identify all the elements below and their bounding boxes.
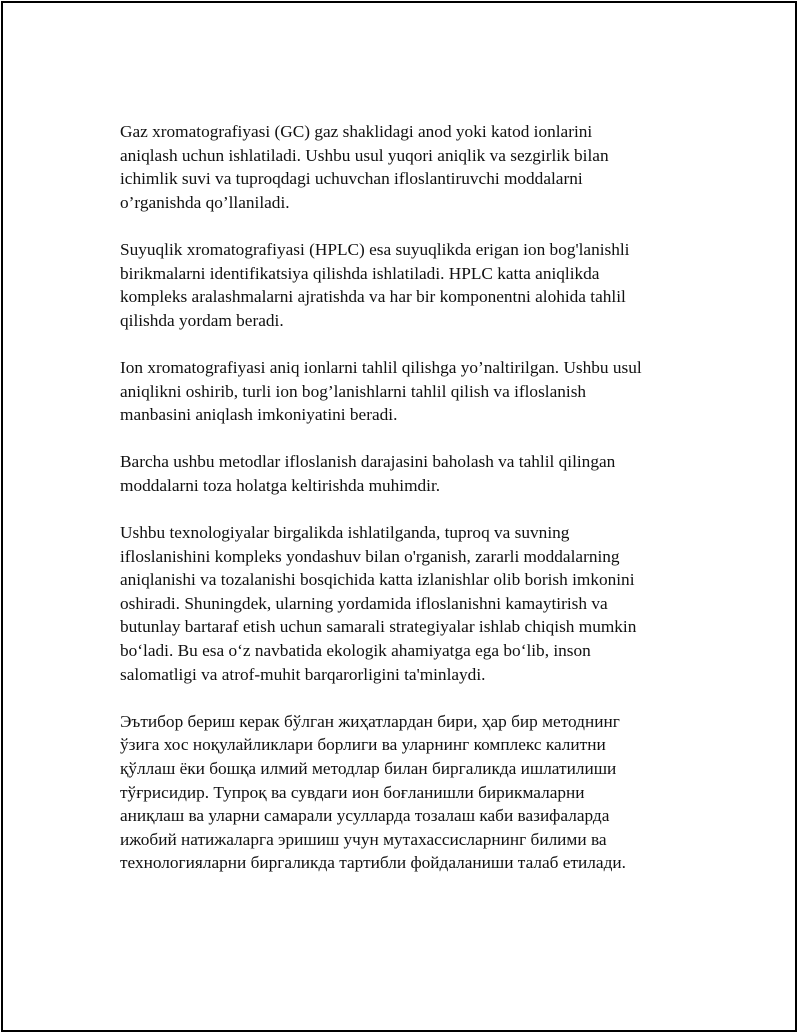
text-line: тўғрисидир. Тупроқ ва сувдаги ион боғланишли бирикмаларни	[120, 782, 585, 802]
text-line: аниқлаш ва уларни самарали усулларда тозалаш каби вазифаларда	[120, 806, 610, 826]
text-line: Ion xromatografiyasi aniq ionlarni tahlil qilishga yo’naltirilgan. Ushbu usul	[120, 357, 642, 377]
text-line: Ushbu texnologiyalar birgalikda ishlatilganda, tuproq va suvning	[120, 523, 570, 543]
paragraph-gas-chromatography	[120, 120, 700, 214]
text-line: aniqlash uchun ishlatiladi. Ushbu usul yuqori aniqlik va sezgirlik bilan	[120, 145, 609, 165]
paragraph-methods-summary	[120, 450, 700, 497]
paragraph-combined-technologies	[120, 521, 700, 686]
text-line: bo‘ladi. Bu esa o‘z navbatida ekologik ahamiyatga ega bo‘lib, inson	[120, 641, 591, 661]
text-line: kompleks aralashmalarni ajratishda va har bir komponentni alohida tahlil	[120, 287, 626, 307]
paragraph-liquid-chromatography	[120, 238, 700, 332]
text-line: Gaz xromatografiyasi (GC) gaz shaklidagi anod yoki katod ionlarini	[120, 122, 593, 141]
text-line: ўзига хос ноқулайликлари борлиги ва уларнинг комплекс калитни	[120, 735, 606, 755]
text-line: manbasini aniqlash imkoniyatini beradi.	[120, 405, 398, 425]
text-line: Эътибор бериш керак бўлган жиҳатлардан бири, ҳар бир методнинг	[120, 711, 620, 731]
text-line: қўллаш ёки бошқа илмий методлар билан биргаликда ишлатилиши	[120, 759, 617, 779]
paragraph-cyrillic-considerations	[120, 710, 700, 875]
text-line: ижобий натижаларга эришиш учун мутахассисларнинг билими ва	[120, 829, 607, 849]
document-page	[1, 1, 797, 1032]
text-line: ichimlik suvi va tuproqdagi uchuvchan ifloslantiruvchi moddalarni	[120, 169, 583, 189]
text-line: ifloslanishini kompleks yondashuv bilan o'rganish, zararli moddalarning	[120, 546, 620, 566]
text-line: salomatligi va atrof-muhit barqarorligini ta'minlaydi.	[120, 664, 486, 684]
text-line: Suyuqlik xromatografiyasi (HPLC) esa suyuqlikda erigan ion bog'lanishli	[120, 239, 630, 259]
text-line: oshiradi. Shuningdek, ularning yordamida ifloslanishni kamaytirish va	[120, 593, 608, 613]
text-line: o’rganishda qo’llaniladi.	[120, 192, 290, 212]
paragraph-ion-chromatography	[120, 356, 700, 427]
text-line: qilishda yordam beradi.	[120, 310, 284, 330]
text-line: aniqlanishi va tozalanishi bosqichida katta izlanishlar olib borish imkonini	[120, 570, 635, 590]
text-line: moddalarni toza holatga keltirishda muhimdir.	[120, 475, 441, 495]
text-line: butunlay bartaraf etish uchun samarali strategiyalar ishlab chiqish mumkin	[120, 617, 637, 637]
document-body	[120, 120, 700, 899]
text-line: aniqlikni oshirib, turli ion bog’lanishlarni tahlil qilish va ifloslanish	[120, 381, 587, 401]
text-line: Barcha ushbu metodlar ifloslanish darajasini baholash va tahlil qilingan	[120, 452, 616, 472]
text-line: birikmalarni identifikatsiya qilishda ishlatiladi. HPLC katta aniqlikda	[120, 263, 600, 283]
text-line: технологияларни биргаликда тартибли фойдаланиши талаб етилади.	[120, 853, 626, 873]
